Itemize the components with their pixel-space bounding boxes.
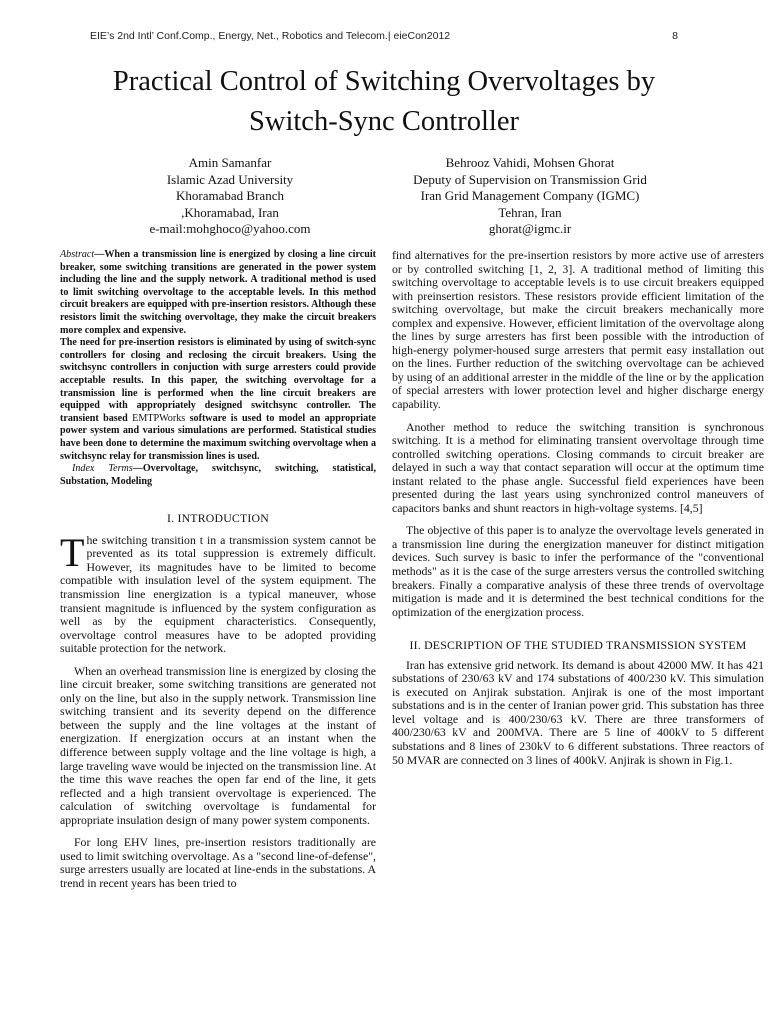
- abstract-text-2b: software is used to model an appropriate power system and various simulations are performed. Statistical studies have been done to determine the maximum switching overvoltage when a switchsync relay for transmission lines is used.: [60, 412, 376, 462]
- author-affiliation: Tehran, Iran: [498, 204, 562, 220]
- author-email: ghorat@igmc.ir: [488, 221, 572, 237]
- index-terms: [60, 463, 376, 488]
- author-block-right: [380, 155, 680, 238]
- left-column: [60, 249, 376, 900]
- abstract: [60, 249, 376, 488]
- author-affiliation: Islamic Azad University: [166, 171, 294, 187]
- author-affiliation: Deputy of Supervision on Transmission Grid: [413, 171, 647, 187]
- right-paragraph-4: Iran has extensive grid network. Its demand is about 42000 MW. It has 421 substations of 230/63 kV and 174 substations of 400/230 kV. This simulation is executed on Anjirak substation. Anjirak is one of the most important substations and is in the center of Iranian power grid. This substation has three level voltage and is 400/230/63 kV. There are three transformers of 400/230/63 kV and 200MVA. There are 5 line of 400kV to 5 different substations and 8 lines of 230kV to 6 different substations. Three reactors of 50 MVAR are connected on 3 lines of 400kV. Anjirak is shown in Fig.1.: [392, 657, 764, 767]
- author-name: Behrooz Vahidi, Mohsen Ghorat: [445, 155, 615, 170]
- title-line-1: Practical Control of Switching Overvoltages by: [112, 66, 656, 97]
- intro-paragraph-3: For long EHV lines, pre-insertion resistors traditionally are used to limit switching overvoltage. As a "second line-of-defense", surge arresters usually are located at line-ends in the substations. A trend in recent years has been tried to: [60, 835, 376, 890]
- right-paragraph-2: Another method to reduce the switching transition is synchronous switching. It is a method for eliminating transient overvoltage through time controlled switching operations. Closing commands to circuit breaker are delayed in such a way that contact separation will occur at the optimum time instant related to the phase angle. Successful field experiences have been presented during the last years using synchronized control maneuvers of capacitors banks and shunt reactors in high-voltage systems. [4,5]: [392, 419, 764, 515]
- author-affiliation: Khoramabad Branch: [176, 188, 284, 204]
- introduction-body: [60, 529, 376, 891]
- paper-title: [40, 62, 728, 142]
- author-affiliation: Iran Grid Management Company (IGMC): [420, 188, 640, 204]
- right-paragraph-3: The objective of this paper is to analyze the overvoltage levels generated in a transmission line during the energization maneuver for distinct mitigation devices. Such survey is basic to infer the performance of the "conventional methods" as it is the case of the surge arresters versus the controlled switching breakers. Finally a comparative analysis of these three trends of overvoltage mitigation is made and it is determined the best technical conditions for the optimization of the energization process.: [392, 523, 764, 619]
- right-paragraph-1: find alternatives for the pre-insertion resistors by more active use of arresters or by controlled switching [1, 2, 3]. A traditional method of limiting this switching overvoltage to acceptable levels is to use circuit breakers equipped with preinsertion resistors. These resistors provide efficient limitation of the switching overvoltage, but make the circuit breakers mechanically more complex and expensive. However, efficient limitation of the overvoltage along the lines by surge arresters has first been possible with the introduction of high-energy polymer-housed surge arresters that permit easy installation out on the lines. Further reduction of the switching overvoltage can be achieved by using of an additional arrester in the middle of the line or by the application of special arresters with lower protection level and higher discharge energy capability.: [392, 248, 764, 412]
- abstract-text-2a: The need for pre-insertion resistors is eliminated by using of switch-sync controllers for closing and reclosing the circuit breakers. Using the switchsync controllers in conjuction with surge arresters could provide acceptable results. In this paper, the switching overvoltage for a transmission line is performed when the line circuit breakers are equipped with appropriately designed switchsync controller. The transient based: [60, 337, 376, 424]
- drop-cap: T: [60, 529, 85, 575]
- title-line-2: Switch-Sync Controller: [249, 106, 519, 137]
- author-name: Amin Samanfar: [188, 155, 272, 170]
- section-heading-description: II. DESCRIPTION OF THE STUDIED TRANSMISSION SYSTEM: [409, 638, 747, 653]
- abstract-paragraph-1: [60, 249, 376, 337]
- software-name: EMTPWorks: [132, 412, 186, 424]
- abstract-paragraph-2: [60, 337, 376, 463]
- author-block-left: [100, 155, 360, 238]
- intro-paragraph-1: [60, 529, 376, 656]
- abstract-text-1: —When a transmission line is energized by closing a line circuit breaker, some switching transitions are generated in the power system including the line and the supply network. A traditional method is used to limit switching overvoltage to the acceptable levels. In this method circuit breakers are equipped with pre-insertion resistors. Although these resistors limit the switching overvoltage, they make the circuit breakers more complex and expensive.: [60, 249, 376, 336]
- page-number: 8: [672, 30, 678, 42]
- running-header: [90, 30, 678, 46]
- conference-venue: EIE’s 2nd Intl’ Conf.Comp., Energy, Net., Robotics and Telecom.| eieCon2012: [90, 30, 451, 42]
- index-terms-label: Index Terms: [72, 463, 133, 475]
- intro-text-1: he switching transition t in a transmission system cannot be prevented as its total suppression is extremely difficult. However, its magnitudes have to be limited to become compatible with insulation level of the system equipment. The transmission line energization is a typical maneuver, whose transient magnitude is influenced by the system configuration as well as by the equipment characteristics. Consequently, overvoltage control measures have to be adopted providing suitable protection for the network.: [60, 532, 376, 656]
- index-terms-text: —Overvoltage, switchsync, switching, statistical, Substation, Modeling: [60, 463, 376, 487]
- author-affiliation: ,Khoramabad, Iran: [181, 204, 279, 220]
- right-column: [392, 249, 764, 776]
- author-email: e-mail:mohghoco@yahoo.com: [149, 221, 311, 237]
- abstract-label: Abstract: [60, 249, 95, 260]
- section-heading-introduction: I. INTRODUCTION: [167, 511, 269, 526]
- intro-paragraph-2: When an overhead transmission line is energized by closing the line circuit breaker, some switching transitions are generated not only on the line, but also in the supply network. Transmission line switching transient and its severity depend on the difference between the supply and the line voltages at the instant of energization. If energization occurs at an instant when the difference between supply voltage and the line voltage is high, a large traveling wave would be injected on the transmission line. At the time this wave reaches the open far end of the line, it gets reflected and a high transient overvoltage is experienced. The calculation of switching overvoltage is fundamental for appropriate insulation design of many power system components.: [60, 663, 376, 827]
